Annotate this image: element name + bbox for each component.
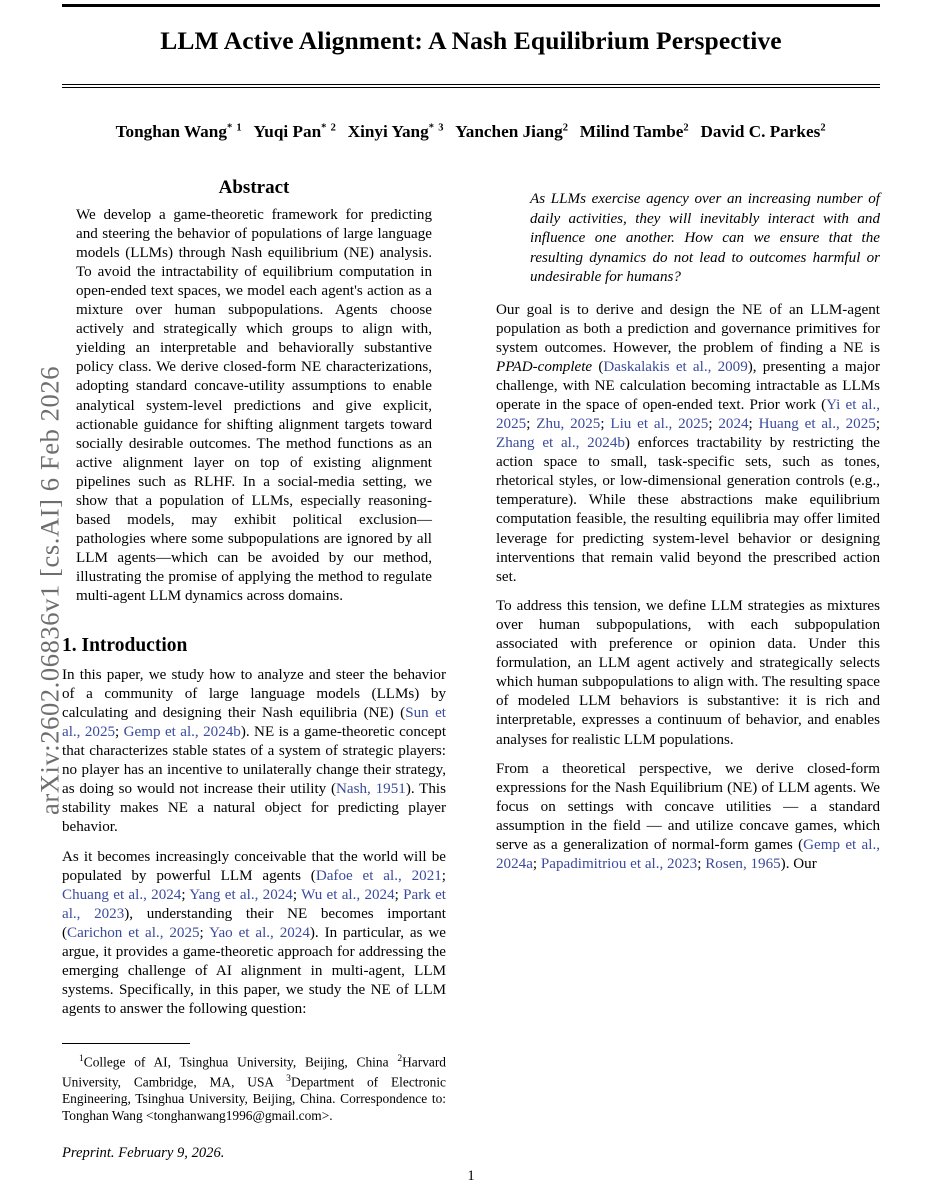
author-name: Tonghan Wang: [115, 122, 227, 141]
citation-link[interactable]: Gemp et al., 2024a: [496, 837, 880, 873]
citation-link[interactable]: Papadimitriou et al., 2023: [540, 856, 698, 873]
abstract-body: We develop a game-theoretic framework for predicting and steering the behavior of populations of large language models (LLMs) through Nash equilibrium (NE) analysis. To avoid the intractability of equilibrium computation in open-ended text spaces, we model each agent's action as a mixture over human subpopulations. Agents choose actively and strategically which groups to align with, yielding an interpretable and behaviorally substantive policy class. We derive closed-form NE characterizations, adopting standard concave-utility assumptions to enable analytical system-level predictions and give explicit, actionable guidance for shifting alignment targets toward socially desirable outcomes. The method functions as an active alignment layer on top of existing alignment pipelines such as RLHF. In a social-media setting, we show that a population of LLMs, especially reasoning-based models, may exhibit political exclusion—pathologies where some subpopulations are ignored by all LLM agents—which can be avoided by our method, illustrating the promise of applying the method to regulate multi-agent LLM dynamics across domains.: [76, 207, 432, 604]
affiliation-marker-3: 3: [286, 1073, 291, 1085]
author-name: Milind Tambe: [579, 122, 684, 141]
paper-page: [62, 0, 880, 1200]
citation-link[interactable]: Rosen, 1965: [705, 856, 781, 873]
author-entry: [455, 122, 569, 141]
intro-paragraph-2: As it becomes increasingly conceivable that the world will be populated by powerful LLM agents (Dafoe et al., 2021; Chuang et al., 2024; Yang et al., 2024; Wu et al., 2024; Park et al., 2023), understanding their NE becomes important (Carichon et al., 2025; Yao et al., 2024). In particular, as we argue, it provides a game-theoretic approach for addressing the emerging challenge of AI alignment in multi-agent, LLM systems. Specifically, in this paper, we study the NE of LLM agents to answer the following question:: [62, 849, 446, 1018]
text-run: Department of Electronic Engineering, Tsinghua University, Beijing, China. Correspondence to: Tonghan Wang <tonghanwang1996@gmail.com>.: [62, 1074, 446, 1124]
citation-link[interactable]: Gemp et al., 2024b: [123, 724, 241, 741]
author-affiliation-marks: 2: [562, 122, 569, 134]
arxiv-stamp: arXiv:2602.06836v1 [cs.AI] 6 Feb 2026: [34, 365, 65, 816]
affiliation-marker-2: 2: [397, 1053, 403, 1065]
author-affiliation-marks: 2: [683, 122, 690, 134]
author-affiliation-marks: * 2: [321, 122, 337, 134]
text-run: ) enforces tractability by restricting the action space to small, task-specific sets, such as tones, rhetorical styles, or low-dimensional generation controls (e.g., temperature). While these abstractions make equilibrium computation feasible, the resulting equilibria may offer limited leverage for predicting system-level behavior or designing interventions that remain valid beyond the prescribed action set.: [496, 435, 880, 585]
author-entry: [700, 122, 826, 141]
text-run: College of AI, Tsinghua University, Beijing, China: [83, 1054, 398, 1070]
text-run: As it becomes increasingly conceivable that the world will be populated by powerful LLM agents (: [62, 849, 446, 885]
intro-paragraph-5: From a theoretical perspective, we derive closed-form expressions for the Nash Equilibrium (NE) of LLM agents. We focus on settings with concave utilities — a standard assumption in the field — and utilize concave games, which serve as a generalization of normal-form games (Gemp et al., 2024a; Papadimitriou et al., 2023; Rosen, 1965). Our: [496, 761, 880, 873]
affiliation-note: [62, 1051, 446, 1124]
text-run: ). This stability makes NE a natural object for predicting player behavior.: [62, 781, 446, 836]
author-list: [62, 122, 880, 142]
text-run: ). In particular, as we argue, it provides a game-theoretic approach for addressing the emerging challenge of AI alignment in multi-agent, LLM systems. Specifically, in this paper, we study the NE of LLM agents to answer the following question:: [62, 925, 446, 1018]
research-question-quote: As LLMs exercise agency over an increasing number of daily activities, they will inevitably interact with and influence one another. How can we ensure that the resulting dynamics do not lead to outcomes harmful or undesirable for humans?: [530, 191, 880, 286]
intro-paragraph-3: Our goal is to derive and design the NE of an LLM-agent population as both a prediction and governance primitives for system outcomes. However, the problem of finding a NE is PPAD-complete (Daskalakis et al., 2009), presenting a major challenge, with NE calculation becoming intractable as LLMs operate in the space of open-ended text. Prior work (Yi et al., 2025; Zhu, 2025; Liu et al., 2025; 2024; Huang et al., 2025; Zhang et al., 2024b) enforces tractability by restricting the action space to small, task-specific sets, such as tones, rhetorical styles, or low-dimensional generation controls (e.g., temperature). While these abstractions make equilibrium computation feasible, the resulting equilibria may offer limited leverage for predicting system-level behavior or designing interventions that remain valid beyond the prescribed action set.: [496, 301, 881, 585]
citation-link[interactable]: Zhang et al., 2024b: [496, 435, 625, 452]
text-run: From a theoretical perspective, we derive closed-form expressions for the Nash Equilibrium (NE) of LLM agents. We focus on settings with concave utilities — a standard assumption in the field — and utilize concave games, which serve as a generalization of normal-form games (: [496, 761, 880, 854]
citation-link[interactable]: Yi et al., 2025: [496, 397, 880, 433]
footnote-block: [62, 1043, 446, 1161]
citation-link[interactable]: Daskalakis et al., 2009: [603, 359, 748, 376]
author-name: Yuqi Pan: [253, 122, 322, 141]
citation-link[interactable]: Wu et al., 2024: [301, 887, 395, 904]
page-number: 1: [467, 1168, 475, 1184]
citation-link[interactable]: Dafoe et al., 2021: [315, 868, 442, 885]
author-name: David C. Parkes: [700, 122, 821, 141]
text-run: ;: [115, 724, 124, 741]
citation-link[interactable]: Carichon et al., 2025: [67, 925, 200, 942]
abstract-heading: Abstract: [218, 177, 290, 198]
citation-link[interactable]: Chuang et al., 2024: [62, 887, 182, 904]
author-entry: [348, 122, 445, 141]
citation-link[interactable]: Park et al., 2023: [62, 887, 446, 923]
text-run: Our goal is to derive and design the NE of an LLM-agent population as both a prediction and governance primitives for system outcomes. However, the problem of finding a NE is: [496, 301, 880, 357]
preprint-notice: Preprint. February 9, 2026.: [62, 1144, 225, 1161]
text-run: (: [592, 359, 604, 376]
header-rule-top: [62, 4, 880, 7]
author-affiliation-marks: * 1: [226, 122, 243, 134]
text-run: ), understanding their NE becomes important (: [62, 906, 446, 942]
left-column: [62, 178, 446, 1030]
intro-paragraph-4: To address this tension, we define LLM strategies as mixtures over human subpopulations, with each subpopulation associated with preference or opinion data. Under this formulation, an LLM agent actively and strategically selects which human subpopulations to align with. The resulting space of modeled LLM behaviors is substantive: it is rich and interpretable, expresses a continuum of behavior, and enables analyses for realistic LLM populations.: [496, 598, 880, 748]
citation-link[interactable]: Yang et al., 2024: [189, 887, 293, 904]
text-run: ). NE is a game-theoretic concept that characterizes stable states of a system of strategic players: no player has an incentive to unilaterally change their strategy, as doing so would not increase their utility (: [62, 724, 447, 798]
author-entry: [116, 122, 243, 141]
citation-link[interactable]: Yao et al., 2024: [209, 925, 310, 942]
citation-link[interactable]: Sun et al., 2025: [62, 705, 446, 741]
citation-link[interactable]: Nash, 1951: [336, 781, 406, 798]
emphasis-ppad-complete: PPAD-complete: [496, 359, 593, 376]
intro-paragraph-1: [62, 666, 446, 837]
citation-link[interactable]: 2024: [718, 416, 749, 433]
section-heading-introduction: 1. Introduction: [62, 635, 188, 657]
citation-link[interactable]: Zhu, 2025: [536, 416, 601, 433]
footnote-divider: [62, 1043, 190, 1044]
author-name: Xinyi Yang: [347, 122, 429, 141]
author-entry: [253, 122, 336, 141]
affiliation-marker-1: 1: [79, 1053, 84, 1065]
author-name: Yanchen Jiang: [455, 122, 563, 141]
author-affiliation-marks: 2: [820, 122, 827, 134]
text-run: Harvard University, Cambridge, MA, USA: [62, 1054, 446, 1090]
text-run: In this paper, we study how to analyze and steer the behavior of a community of large language models (LLMs) by calculating and designing their Nash equilibria (NE) (: [62, 667, 446, 722]
author-affiliation-marks: * 3: [428, 122, 445, 134]
citation-link[interactable]: Liu et al., 2025: [610, 416, 709, 433]
page-title: LLM Active Alignment: A Nash Equilibrium Perspective: [160, 26, 782, 55]
text-run: ), presenting a major challenge, with NE calculation becoming intractable as LLMs operate in the space of open-ended text. Prior work (: [496, 359, 880, 414]
author-entry: [580, 122, 690, 141]
header-rule-double: [62, 84, 880, 88]
right-column: [496, 178, 880, 885]
citation-link[interactable]: Huang et al., 2025: [758, 416, 876, 433]
text-run: ). Our: [780, 856, 817, 873]
